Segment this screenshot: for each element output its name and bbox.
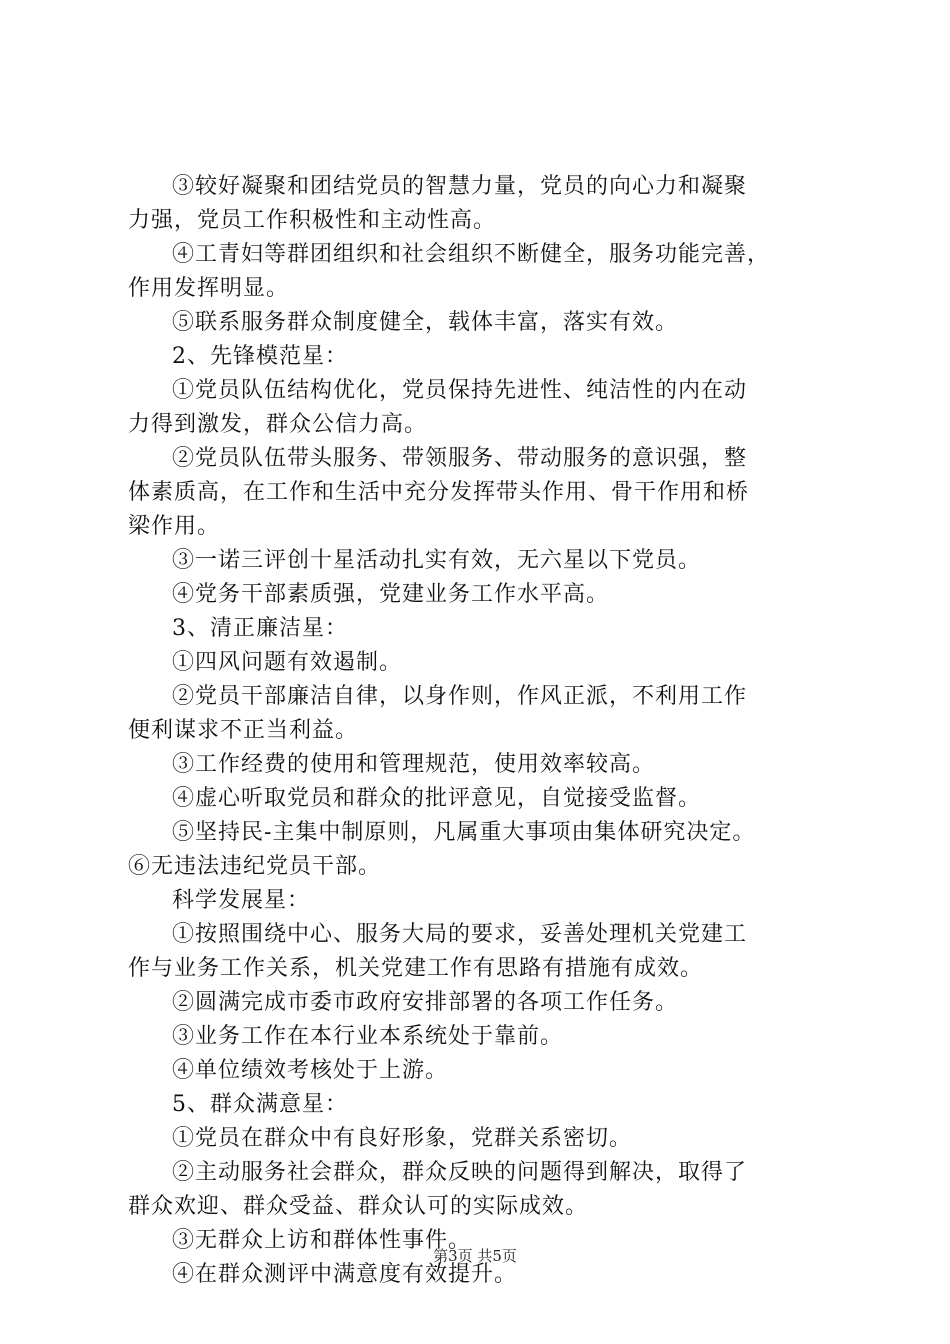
text-line: 作用发挥明显。 xyxy=(128,276,290,301)
text-line: ②党员队伍带头服务、带领服务、带动服务的意识强，整 xyxy=(172,446,748,471)
text-line: 2、先锋模范星： xyxy=(172,344,348,369)
text-line: ③无群众上访和群体性事件。 xyxy=(172,1228,472,1253)
text-line: ①四风问题有效遏制。 xyxy=(172,650,403,675)
text-line: ③较好凝聚和团结党员的智慧力量，党员的向心力和凝聚 xyxy=(172,174,748,199)
text-line: 作与业务工作关系，机关党建工作有思路有措施有成效。 xyxy=(128,956,704,981)
text-line: ⑤坚持民-主集中制原则，凡属重大事项由集体研究决定。 xyxy=(172,820,756,845)
text-line: ③业务工作在本行业本系统处于靠前。 xyxy=(172,1024,564,1049)
text-line: ④在群众测评中满意度有效提升。 xyxy=(172,1262,518,1287)
text-line: 群众欢迎、群众受益、群众认可的实际成效。 xyxy=(128,1194,589,1219)
text-line: ①按照围绕中心、服务大局的要求，妥善处理机关党建工 xyxy=(172,922,748,947)
text-line: 3、清正廉洁星： xyxy=(172,616,348,641)
text-line: 力强，党员工作积极性和主动性高。 xyxy=(128,208,497,233)
text-line: ④工青妇等群团组织和社会组织不断健全，服务功能完善， xyxy=(172,242,771,267)
text-line: ⑥无违法违纪党员干部。 xyxy=(128,854,382,879)
text-line: ①党员队伍结构优化，党员保持先进性、纯洁性的内在动 xyxy=(172,378,748,403)
text-line: ③一诺三评创十星活动扎实有效，无六星以下党员。 xyxy=(172,548,702,573)
document-body xyxy=(128,170,828,1292)
text-line: ③工作经费的使用和管理规范，使用效率较高。 xyxy=(172,752,656,777)
text-line: 便利谋求不正当利益。 xyxy=(128,718,359,743)
text-line: 科学发展星： xyxy=(172,888,311,913)
text-line: 梁作用。 xyxy=(128,514,221,539)
text-line: 5、群众满意星： xyxy=(172,1092,348,1117)
text-line: ④虚心听取党员和群众的批评意见，自觉接受监督。 xyxy=(172,786,702,811)
text-line: ②党员干部廉洁自律，以身作则，作风正派，不利用工作 xyxy=(172,684,748,709)
text-line: ④单位绩效考核处于上游。 xyxy=(172,1058,449,1083)
page-footer: 第3页 共5页 xyxy=(433,1247,517,1265)
text-line: ④党务干部素质强，党建业务工作水平高。 xyxy=(172,582,610,607)
text-line: 体素质高，在工作和生活中充分发挥带头作用、骨干作用和桥 xyxy=(128,480,750,505)
text-line: ①党员在群众中有良好形象，党群关系密切。 xyxy=(172,1126,633,1151)
text-line: ②圆满完成市委市政府安排部署的各项工作任务。 xyxy=(172,990,679,1015)
text-line: ⑤联系服务群众制度健全，载体丰富，落实有效。 xyxy=(172,310,679,335)
text-line: 力得到激发，群众公信力高。 xyxy=(128,412,428,437)
text-line: ②主动服务社会群众，群众反映的问题得到解决，取得了 xyxy=(172,1160,748,1185)
